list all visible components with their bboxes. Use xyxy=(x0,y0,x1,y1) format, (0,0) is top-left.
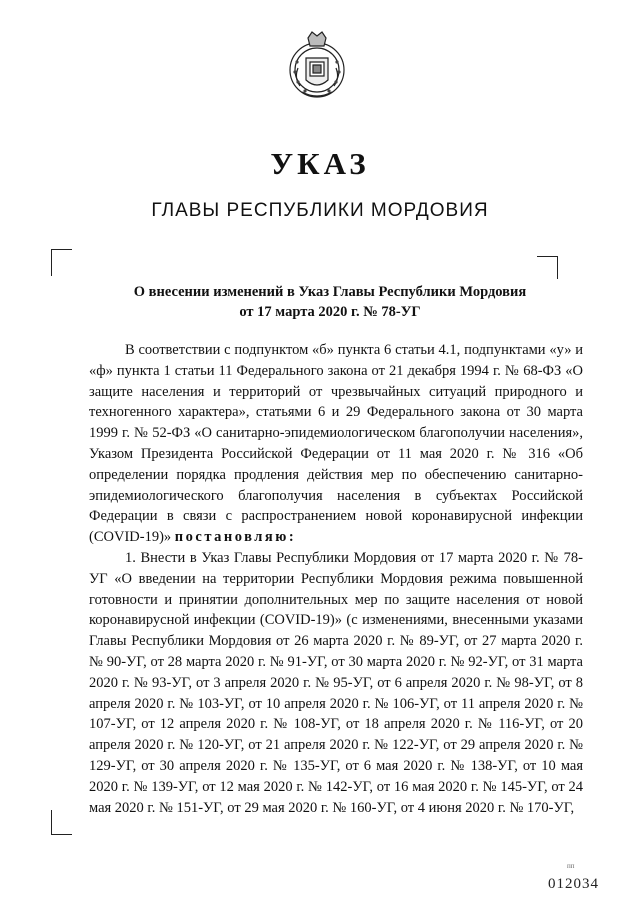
corner-mark-top-right xyxy=(537,256,558,279)
coat-of-arms-emblem xyxy=(286,28,348,104)
preamble-paragraph xyxy=(89,340,583,548)
corner-mark-bottom-left xyxy=(51,810,72,835)
serial-number: 012034 xyxy=(548,876,599,892)
document-title: УКАЗ xyxy=(270,146,370,181)
decree-heading xyxy=(60,282,600,322)
heading-line-1: О внесении изменений в Указ Главы Республики Мордовия xyxy=(133,284,527,300)
decree-body xyxy=(89,340,583,818)
heading-line-2: от 17 марта 2020 г. № 78-УГ xyxy=(239,304,421,320)
decree-word: постановляю: xyxy=(174,529,297,546)
clause-1-paragraph: 1. Внести в Указ Главы Республики Мордовия от 17 марта 2020 г. № 78-УГ «О введении на территории Республики Мордовия режима повышенной готовности и принятии дополнительных мер по защите населения от новой коронавирусной инфекции (COVID-19)» (с изменениями, внесенными указами Главы Республики Мордовия от 26 марта 2020 г. № 89-УГ, от 27 марта 2020 г. № 90-УГ, от 28 марта 2020 г. № 91-УГ, от 30 марта 2020 г. № 92-УГ, от 31 марта 2020 г. № 93-УГ, от 3 апреля 2020 г. № 95-УГ, от 6 апреля 2020 г. № 98-УГ, от 8 апреля 2020 г. № 103-УГ, от 10 апреля 2020 г. № 106-УГ, от 11 апреля 2020 г. № 107-УГ, от 12 апреля 2020 г. № 108-УГ, от 18 апреля 2020 г. № 116-УГ, от 20 апреля 2020 г. № 120-УГ, от 21 апреля 2020 г. № 122-УГ, от 29 апреля 2020 г. № 129-УГ, от 30 апреля 2020 г. № 135-УГ, от 6 мая 2020 г. № 138-УГ, от 10 мая 2020 г. № 139-УГ, от 12 мая 2020 г. № 142-УГ, от 16 мая 2020 г. № 145-УГ, от 24 мая 2020 г. № 151-УГ, от 29 мая 2020 г. № 160-УГ, от 4 июня 2020 г. № 170-УГ, xyxy=(89,549,583,816)
document-subtitle: ГЛАВЫ РЕСПУБЛИКИ МОРДОВИЯ xyxy=(151,200,489,221)
corner-mark-top-left xyxy=(51,249,72,276)
small-mark: пп xyxy=(567,862,575,870)
preamble-text: В соответствии с подпунктом «б» пункта 6 статьи 4.1, подпунктами «у» и «ф» пункта 1 статьи 11 Федерального закона от 21 декабря 1994 г. № 68-ФЗ «О защите населения и территорий от чрезвычайных ситуаций природного и техногенного характера», статьями 6 и 29 Федерального закона от 30 марта 1999 г. № 52-ФЗ «О санитарно-эпидемиологическом благополучии населения», Указом Президента Российской Федерации от 11 мая 2020 г. № 316 «Об определении порядка продления действия мер по обеспечению санитарно-эпидемиологического благополучия населения в субъектах Российской Федерации в связи с распространением новой коронавирусной инфекции (COVID-19)» xyxy=(89,342,583,546)
